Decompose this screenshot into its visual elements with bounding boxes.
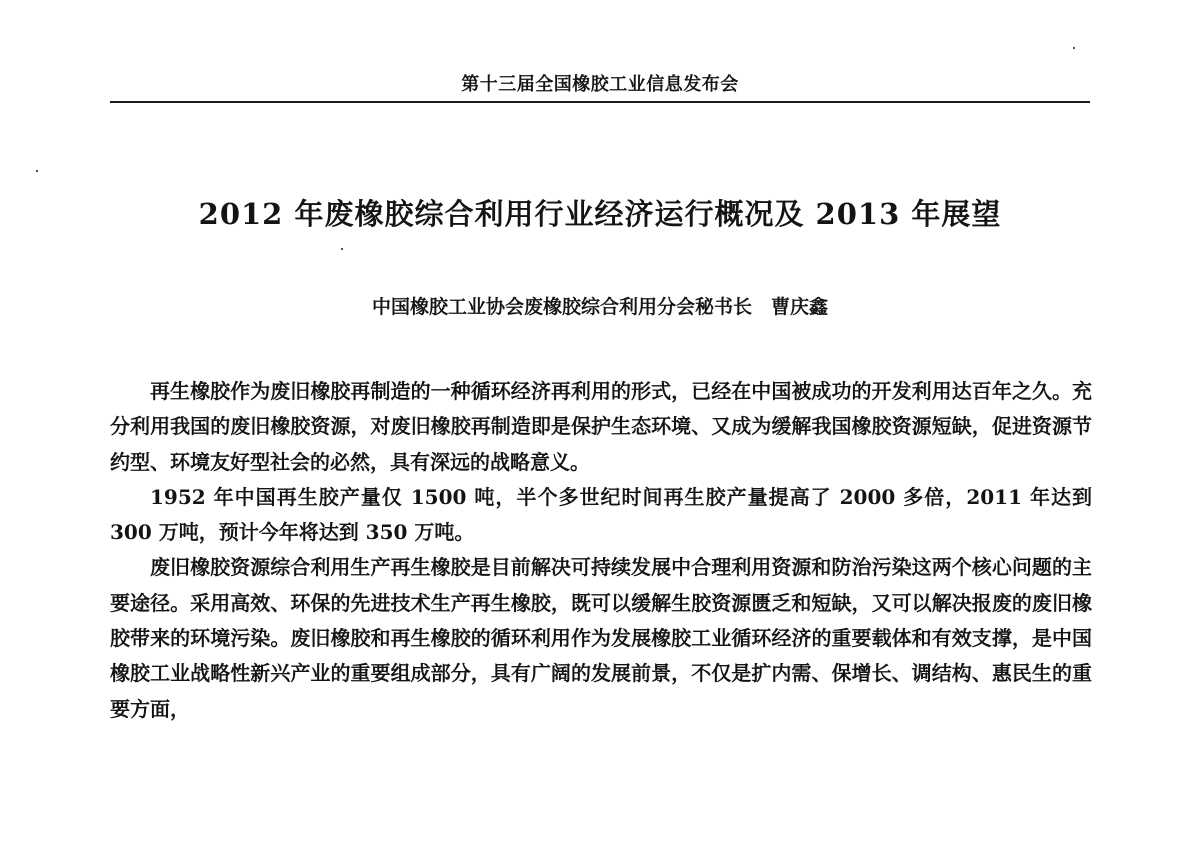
header-rule (110, 101, 1090, 103)
article-body (110, 374, 1092, 727)
scan-speck (341, 248, 343, 250)
body-paragraph: 再生橡胶作为废旧橡胶再制造的一种循环经济再利用的形式，已经在中国被成功的开发利用达百年之久。充分利用我国的废旧橡胶资源，对废旧橡胶再制造即是保护生态环境、又成为缓解我国橡胶资源短缺，促进资源节约型、环境友好型社会的必然，具有深远的战略意义。 (110, 379, 1092, 474)
body-paragraph: 废旧橡胶资源综合利用生产再生橡胶是目前解决可持续发展中合理利用资源和防治污染这两个核心问题的主要途径。采用高效、环保的先进技术生产再生橡胶，既可以缓解生胶资源匮乏和短缺，又可以解决报废的废旧橡胶带来的环境污染。废旧橡胶和再生橡胶的循环利用作为发展橡胶工业循环经济的重要载体和有效支撑，是中国橡胶工业战略性新兴产业的重要组成部分，具有广阔的发展前景，不仅是扩内需、保增长、调结构、惠民生的重要方面， (110, 555, 1092, 721)
body-paragraph: 1952 年中国再生胶产量仅 1500 吨，半个多世纪时间再生胶产量提高了 2000 多倍，2011 年达到 300 万吨，预计今年将达到 350 万吨。 (110, 484, 1092, 545)
article-title: 2012 年废橡胶综合利用行业经济运行概况及 2013 年展望 (198, 197, 1002, 231)
scan-speck (1073, 47, 1075, 49)
scan-speck (36, 170, 38, 172)
running-header: 第十三届全国橡胶工业信息发布会 (461, 74, 739, 95)
author-line: 中国橡胶工业协会废橡胶综合利用分会秘书长 曹庆鑫 (371, 296, 828, 318)
